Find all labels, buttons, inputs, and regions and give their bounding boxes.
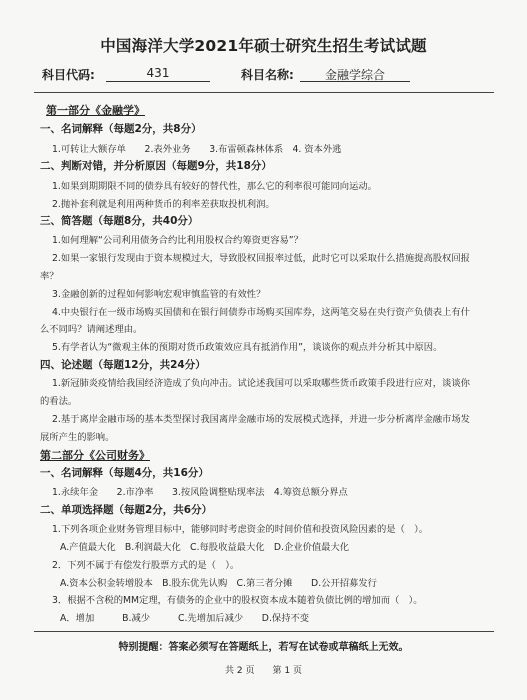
- part2-sec2-q3: 3．根据不含税的MM定理，有债务的企业中的股权资本成本随着负债比例的增加而（ ）。: [52, 595, 423, 606]
- subject-code-underline: [106, 81, 210, 82]
- part2-sec2-q2: 2．下列不属于有偿发行股票方式的是（ ）。: [52, 560, 240, 571]
- page-counter: 共 2 页 第 1 页: [225, 666, 302, 676]
- part1-sec3-q3: 3.金融创新的过程如何影响宏观审慎监管的有效性？: [52, 289, 266, 300]
- part1-sec3-q2-cont: 率？: [40, 271, 59, 282]
- part1-sec1-items: 1.可转让大额存单 2.表外业务 3.布雷顿森林体系 4. 资本外逃: [52, 144, 342, 155]
- footer-divider: [34, 631, 494, 632]
- part1-sec1-heading: 一、名词解释（每题2分，共8分）: [40, 123, 202, 135]
- part1-title: 第一部分《金融学》: [46, 104, 145, 117]
- subject-name-underline: [300, 81, 410, 82]
- part1-sec4-q1-cont: 的看法。: [40, 396, 78, 407]
- part1-sec2-heading: 二、判断对错，并分析原因（每题9分，共18分）: [40, 160, 272, 172]
- part1-sec3-q1: 1.如何理解“公司利用债务合约比利用股权合约筹资更容易”？: [52, 235, 303, 246]
- part2-sec2-q3-options: A．增加 B.减少 C.先增加后减少 D.保持不变: [60, 613, 310, 624]
- part2-sec1-heading: 一、名词解释（每题4分，共16分）: [40, 467, 209, 479]
- part1-sec4-q2: 2.基于离岸金融市场的基本类型探讨我国离岸金融市场的发展模式选择，并进一步分析离岸金融市场发: [52, 414, 470, 425]
- subject-name-value: 金融学综合: [324, 68, 385, 82]
- part1-sec3-q2: 2.如果一家银行发现由于资本规模过大，导致股权回报率过低，此时它可以采取什么措施提高股权回报: [52, 253, 470, 264]
- part1-sec3-q5: 5.有学者认为“微观主体的预期对货币政策效应具有抵消作用”，谈谈你的观点并分析其中原因。: [52, 342, 443, 353]
- part2-sec2-q1: 1.下列各项企业财务管理目标中，能够同时考虑资金的时间价值和投资风险因素的是（ ）。: [52, 524, 429, 535]
- part1-sec3-q4-cont: 么不同吗？请阐述理由。: [40, 324, 143, 335]
- part1-sec2-q2: 2.抛补套利就是利用两种货币的利率差获取投机利润。: [52, 199, 275, 210]
- part2-sec1-items: 1.永续年金 2.市净率 3.按风险调整贴现率法 4.筹资总额分界点: [52, 487, 348, 498]
- part1-sec4-q2-cont: 展所产生的影响。: [40, 432, 115, 443]
- part2-sec2-q1-options: A.产值最大化 B.利润最大化 C.每股收益最大化 D.企业价值最大化: [60, 542, 350, 553]
- part1-sec3-q4: 4.中央银行在一级市场购买国债和在银行间债券市场购买国库券，这两笔交易在央行资产负债表上有什: [52, 307, 470, 318]
- subject-code-label: 科目代码:: [42, 68, 95, 82]
- subject-code-value: 431: [146, 66, 170, 80]
- footer-reminder: 特别提醒：答案必须写在答题纸上，若写在试卷或草稿纸上无效。: [118, 642, 409, 653]
- part2-sec2-heading: 二、单项选择题（每题2分，共6分）: [40, 504, 213, 516]
- subject-name-label: 科目名称:: [241, 68, 294, 82]
- part2-sec2-q2-options: A.资本公积金转增股本 B.股东优先认购 C.第三者分摊 D.公开招募发行: [60, 578, 377, 589]
- exam-title: 中国海洋大学2021年硕士研究生招生考试试题: [100, 37, 427, 55]
- part1-sec2-q1: 1.如果到期期限不同的债券具有较好的替代性，那么它的利率很可能同向运动。: [52, 181, 377, 192]
- part1-sec4-q1: 1.新冠肺炎疫情给我国经济造成了负向冲击。试论述我国可以采取哪些货币政策手段进行应对，谈谈你: [52, 378, 470, 389]
- part2-title: 第二部分《公司财务》: [40, 449, 150, 462]
- header-divider: [34, 92, 494, 93]
- part1-sec3-heading: 三、简答题（每题8分，共40分）: [40, 215, 199, 227]
- part1-sec4-heading: 四、论述题（每题12分，共24分）: [40, 359, 206, 371]
